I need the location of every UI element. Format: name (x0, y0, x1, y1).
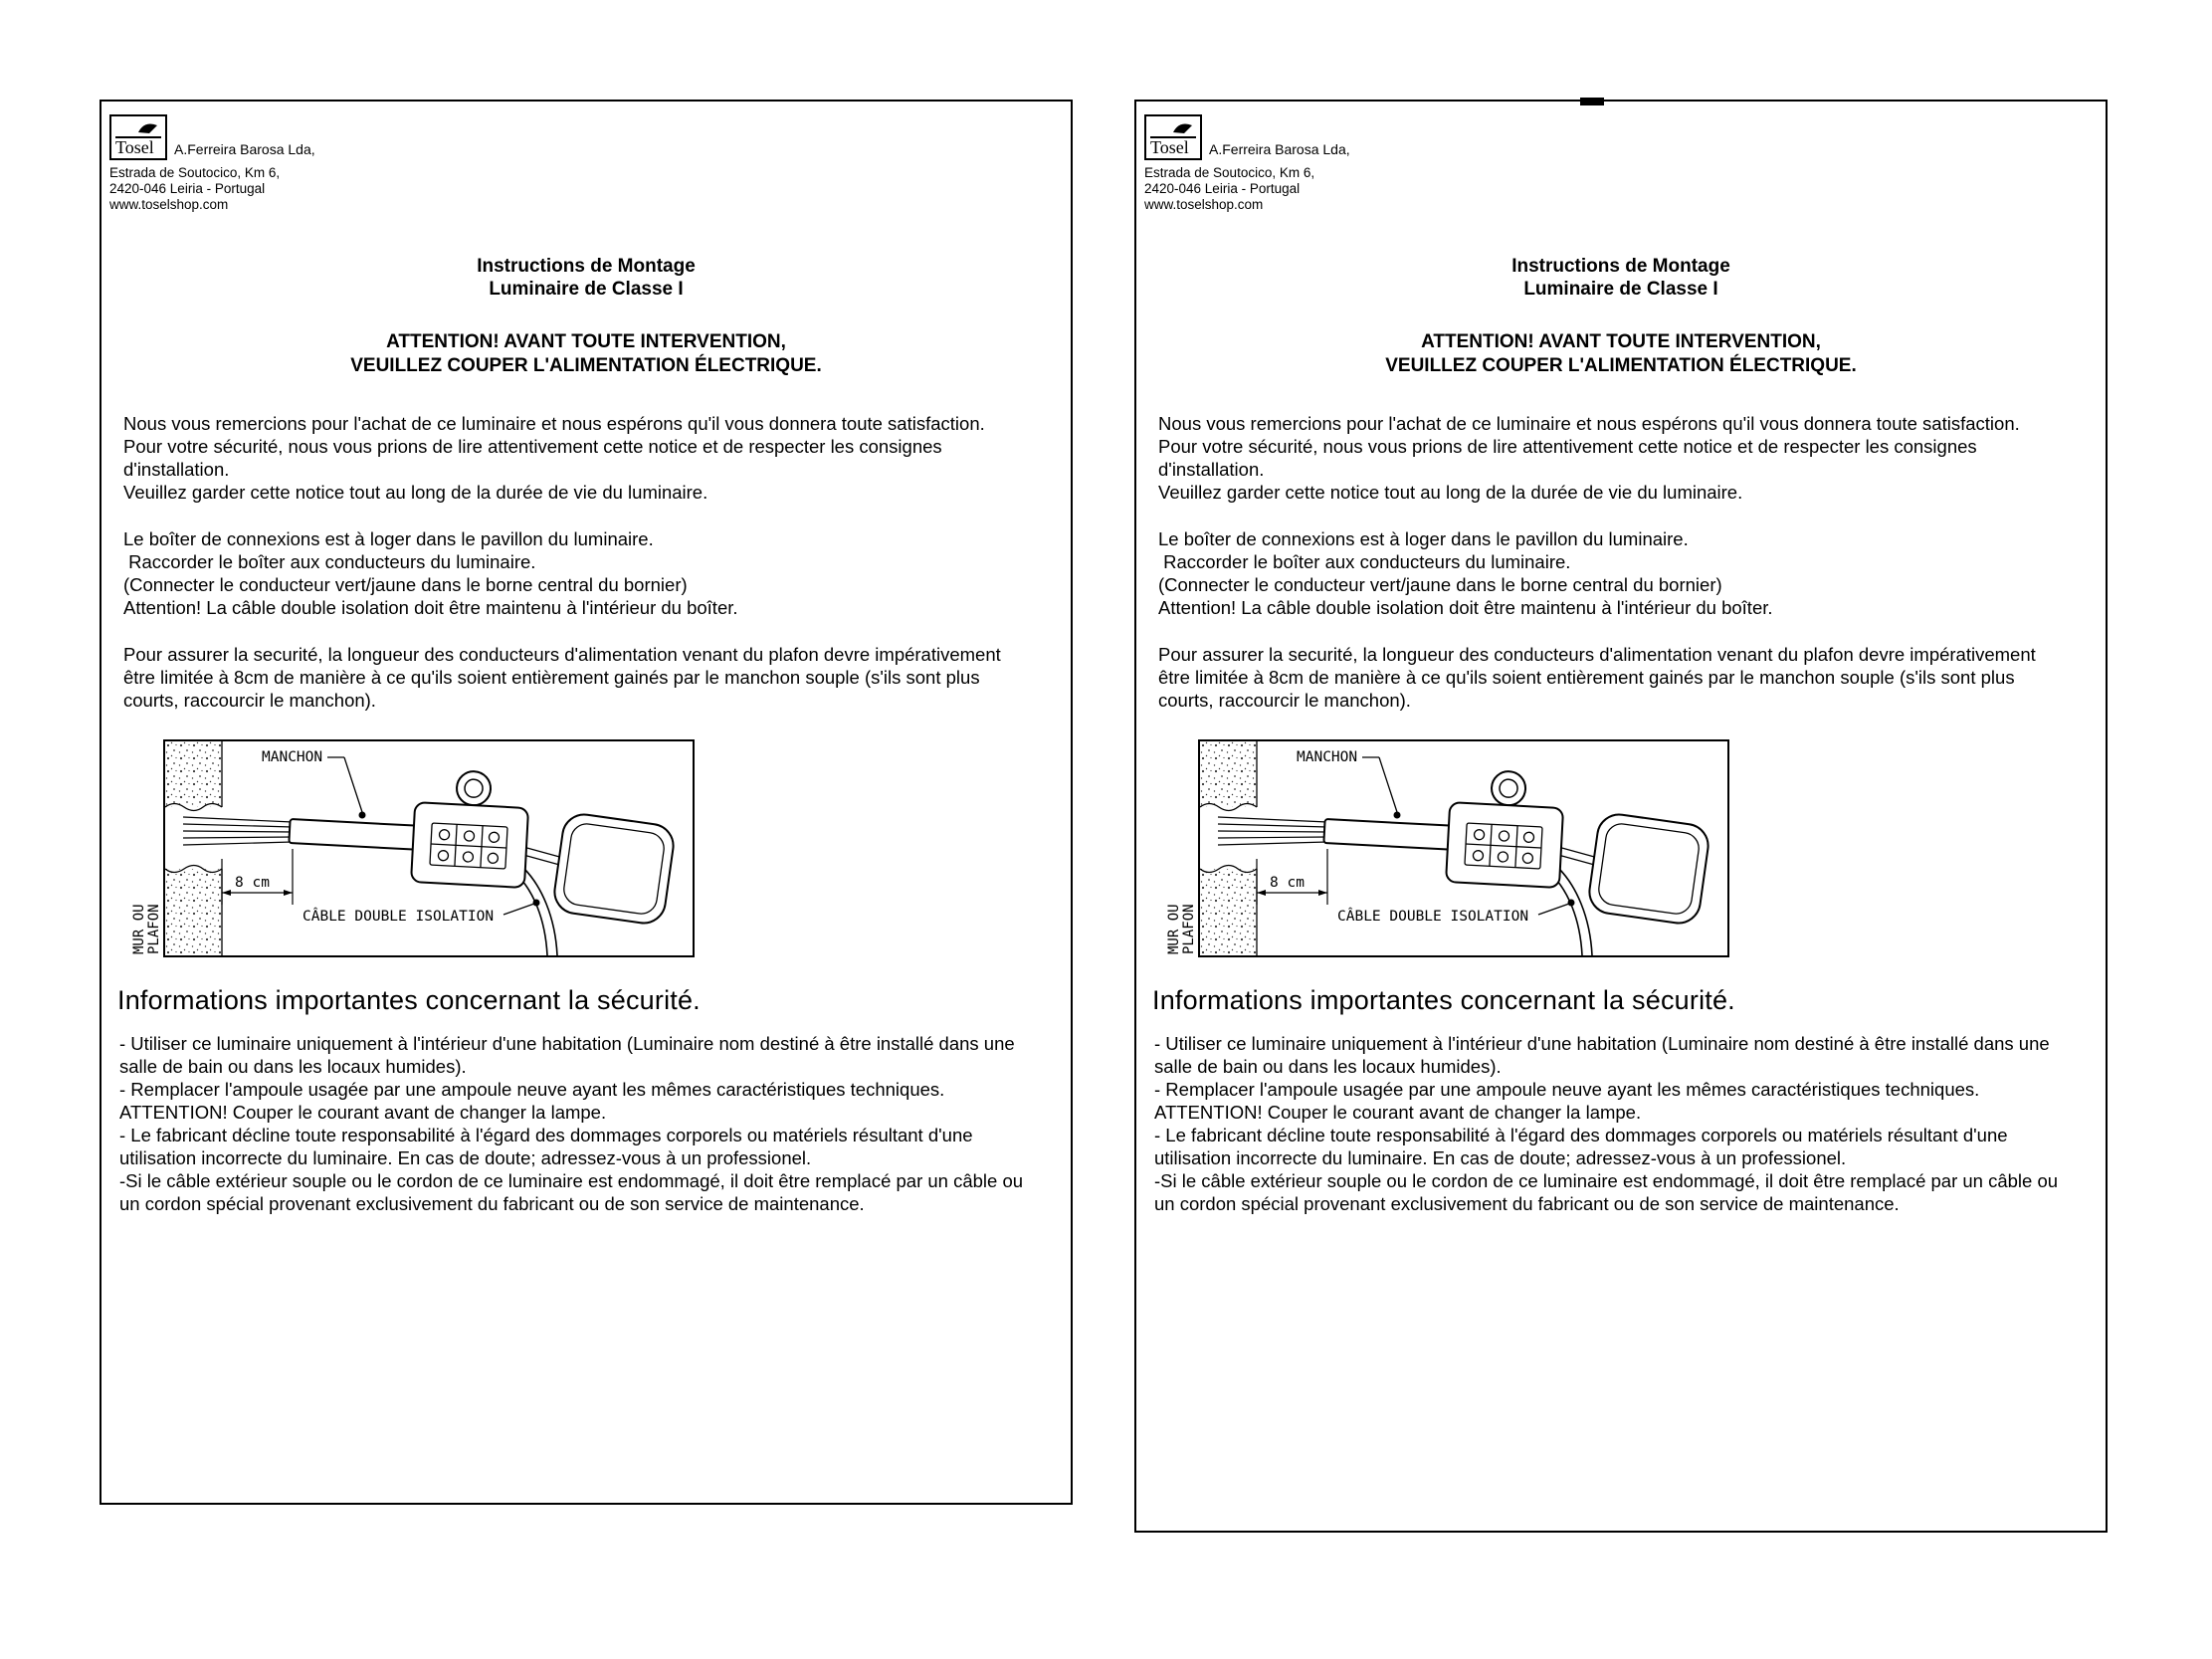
canopy-wires (523, 847, 563, 866)
connection-paragraph (123, 527, 1025, 619)
safety-info-list (119, 1032, 1031, 1215)
list-item: - Remplacer l'ampoule usagée par une ampoule neuve ayant les mêmes caractéristiques techniques. ATTENTION! Couper le courant avant de changer la lampe. (1154, 1079, 1984, 1123)
text-line: Pour assurer la securité, la longueur des conducteurs d'alimentation venant du plafon devre impérativement être limitée à 8cm de manière à ce qu'ils soient entièrement gainés par le manchon souple (s'ils sont plus courts, raccourcir le manchon). (123, 644, 1006, 711)
warning-line: VEUILLEZ COUPER L'ALIMENTATION ÉLECTRIQUE. (350, 355, 822, 376)
installation-diagram (1166, 739, 1729, 957)
manchon-leader-line (327, 757, 366, 819)
connection-box (411, 768, 530, 888)
wall-label-line: PLAFON (146, 904, 162, 954)
logo-row (109, 114, 1061, 160)
title-line: Luminaire de Classe I (489, 279, 684, 300)
document-title (1136, 255, 2106, 301)
wall-label-line: MUR OU (131, 904, 147, 954)
text-line: Nous vous remercions pour l'achat de ce luminaire et nous espérons qu'il vous donnera toute satisfaction. (123, 413, 985, 434)
text-line: Pour votre sécurité, nous vous prions de lire attentivement cette notice et de respecter les consignes d'installation. (123, 436, 947, 480)
instruction-sheet-left (100, 100, 1073, 1505)
canopy-wires (1558, 847, 1598, 866)
canopy (1587, 812, 1711, 927)
diagram-frame (1198, 739, 1729, 957)
list-item: - Utiliser ce luminaire uniquement à l'intérieur d'une habitation (Luminaire nom destiné à être installé dans une salle de bain ou dans les locaux humides). (1154, 1033, 2055, 1077)
manchon-label: MANCHON (262, 749, 323, 765)
lamp-icon (135, 119, 161, 134)
cable-leader-line (1538, 900, 1575, 916)
dimension-label: 8 cm (1270, 875, 1305, 891)
title-line: Instructions de Montage (1511, 256, 1730, 277)
safety-info-heading: Informations importantes concernant la sécurité. (1152, 985, 1735, 1015)
connection-box (1446, 768, 1565, 888)
wall-label (132, 891, 162, 954)
list-item: - Le fabricant décline toute responsabilité à l'égard des dommages corporels ou matériels résultant d'une utilisation incorrecte du luminaire. En cas de doute; adressez-vous à un professionel. (1154, 1125, 2013, 1168)
cable-leader-line (503, 900, 540, 916)
cable-label: CÂBLE DOUBLE ISOLATION (302, 909, 495, 925)
logo-text: Tosel (1150, 136, 1196, 157)
intro-paragraph (123, 412, 1025, 504)
company-website: www.toselshop.com (1144, 197, 1264, 212)
safety-info-list (1154, 1032, 2066, 1215)
company-address (109, 165, 1061, 213)
list-item: - Remplacer l'ampoule usagée par une ampoule neuve ayant les mêmes caractéristiques techniques. ATTENTION! Couper le courant avant de changer la lampe. (119, 1079, 949, 1123)
supply-wires (1218, 817, 1327, 845)
connection-paragraph (1158, 527, 2060, 619)
address-line: 2420-046 Leiria - Portugal (1144, 181, 1301, 196)
list-item: - Le fabricant décline toute responsabilité à l'égard des dommages corporels ou matériels résultant d'une utilisation incorrecte du luminaire. En cas de doute; adressez-vous à un professionel. (119, 1125, 978, 1168)
cable-label: CÂBLE DOUBLE ISOLATION (1337, 909, 1529, 925)
text-line: Raccorder le boîter aux conducteurs du luminaire. (123, 551, 536, 572)
text-line: Le boîter de connexions est à loger dans le pavillon du luminaire. (123, 528, 654, 549)
intro-paragraph (1158, 412, 2060, 504)
company-name: A.Ferreira Barosa Lda, (174, 141, 315, 157)
manchon-leader-line (1362, 757, 1401, 819)
wall-label-line: PLAFON (1181, 904, 1197, 954)
address-line: 2420-046 Leiria - Portugal (109, 181, 266, 196)
lamp-icon (1170, 119, 1196, 134)
safety-warning (1136, 330, 2106, 378)
instruction-sheet-right (1134, 100, 2108, 1533)
sheet-header (1136, 102, 2106, 213)
tosel-logo (109, 114, 167, 160)
text-line: Attention! La câble double isolation doit être maintenu à l'intérieur du boîter. (1158, 597, 1773, 618)
wall-label-line: MUR OU (1166, 904, 1182, 954)
text-line: Pour assurer la securité, la longueur des conducteurs d'alimentation venant du plafon devre impérativement être limitée à 8cm de manière à ce qu'ils soient entièrement gainés par le manchon souple (s'ils sont plus courts, raccourcir le manchon). (1158, 644, 2041, 711)
dimension-label: 8 cm (235, 875, 270, 891)
text-line: (Connecter le conducteur vert/jaune dans le borne central du bornier) (1158, 574, 1722, 595)
sleeve-manchon (1323, 819, 1452, 850)
tosel-logo (1144, 114, 1202, 160)
warning-line: ATTENTION! AVANT TOUTE INTERVENTION, (1421, 331, 1821, 352)
company-name: A.Ferreira Barosa Lda, (1209, 141, 1350, 157)
sheet-header (101, 102, 1071, 213)
list-item: -Si le câble extérieur souple ou le cordon de ce luminaire est endommagé, il doit être remplacé par un câble ou un cordon spécial provenant exclusivement du fabricant ou de son service de maintenance. (119, 1170, 1029, 1214)
text-line: Nous vous remercions pour l'achat de ce luminaire et nous espérons qu'il vous donnera toute satisfaction. (1158, 413, 2020, 434)
installation-diagram (131, 739, 695, 957)
text-line: Veuillez garder cette notice tout au long de la durée de vie du luminaire. (123, 482, 708, 503)
sleeve-manchon (289, 819, 417, 850)
text-line: (Connecter le conducteur vert/jaune dans le borne central du bornier) (123, 574, 688, 595)
wall-section (165, 741, 222, 955)
document-title (101, 255, 1071, 301)
company-website: www.toselshop.com (109, 197, 229, 212)
wall-section (1200, 741, 1257, 955)
logo-text: Tosel (115, 136, 161, 157)
title-line: Luminaire de Classe I (1523, 279, 1718, 300)
canopy (552, 812, 677, 927)
text-line: Raccorder le boîter aux conducteurs du luminaire. (1158, 551, 1571, 572)
list-item: - Utiliser ce luminaire uniquement à l'intérieur d'une habitation (Luminaire nom destiné à être installé dans une salle de bain ou dans les locaux humides). (119, 1033, 1020, 1077)
text-line: Attention! La câble double isolation doit être maintenu à l'intérieur du boîter. (123, 597, 738, 618)
length-requirement-paragraph (123, 643, 1025, 712)
text-line: Le boîter de connexions est à loger dans le pavillon du luminaire. (1158, 528, 1689, 549)
company-address (1144, 165, 2096, 213)
text-line: Veuillez garder cette notice tout au long de la durée de vie du luminaire. (1158, 482, 1743, 503)
safety-info-heading: Informations importantes concernant la sécurité. (117, 985, 701, 1015)
address-line: Estrada de Soutocico, Km 6, (109, 165, 281, 180)
text-line: Pour votre sécurité, nous vous prions de lire attentivement cette notice et de respecter les consignes d'installation. (1158, 436, 1982, 480)
warning-line: ATTENTION! AVANT TOUTE INTERVENTION, (386, 331, 786, 352)
length-requirement-paragraph (1158, 643, 2060, 712)
logo-row (1144, 114, 2096, 160)
address-line: Estrada de Soutocico, Km 6, (1144, 165, 1315, 180)
diagram-drawing (165, 741, 693, 955)
diagram-drawing (1200, 741, 1727, 955)
diagram-frame (163, 739, 695, 957)
title-line: Instructions de Montage (477, 256, 696, 277)
manchon-label: MANCHON (1297, 749, 1358, 765)
safety-warning (101, 330, 1071, 378)
supply-wires (183, 817, 293, 845)
wall-label (1167, 891, 1197, 954)
warning-line: VEUILLEZ COUPER L'ALIMENTATION ÉLECTRIQUE. (1385, 355, 1857, 376)
list-item: -Si le câble extérieur souple ou le cordon de ce luminaire est endommagé, il doit être remplacé par un câble ou un cordon spécial provenant exclusivement du fabricant ou de son service de maintenance. (1154, 1170, 2064, 1214)
